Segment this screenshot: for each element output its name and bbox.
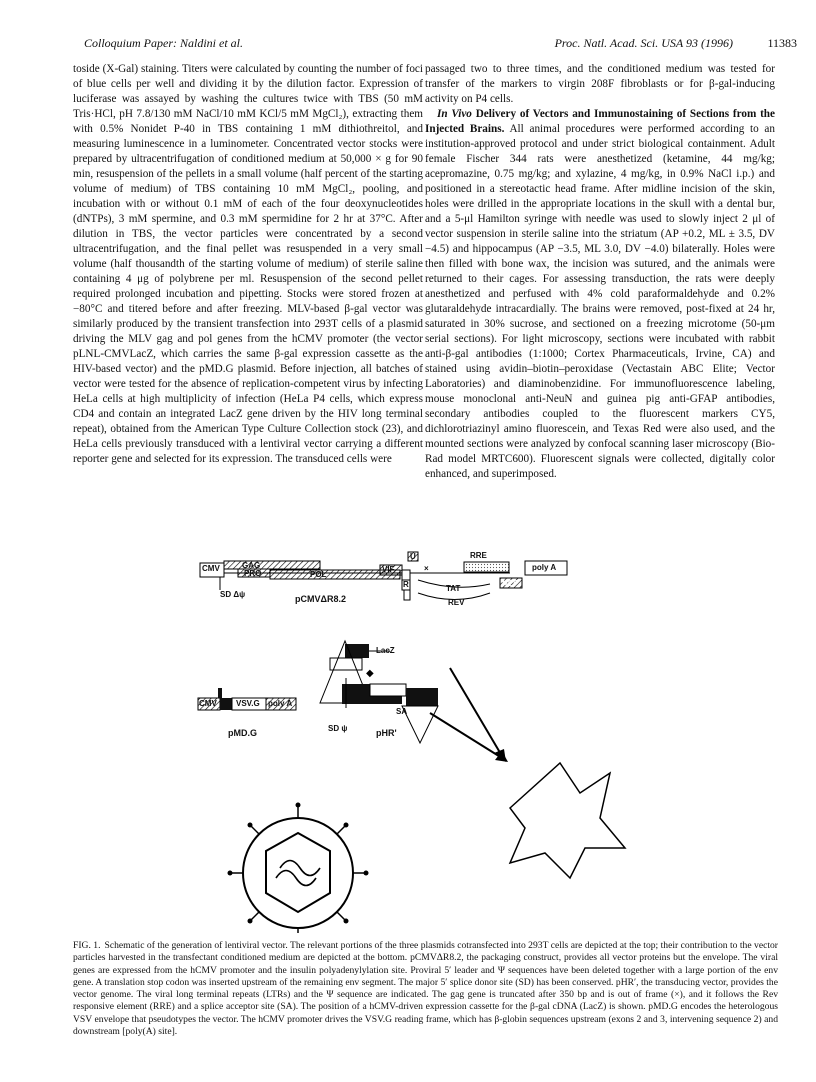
label-r: R (403, 580, 409, 589)
label-plasmid-pmdg: pMD.G (228, 728, 257, 738)
caption-text: Schematic of the generation of lentiviral vector. The relevant portions of the three plasmids cotransfected into 293T cells are depicted at the top; their contribution to the vector particles harvested in the transfectant conditioned medium are depicted at the bottom. pCMVΔR8.2, the packaging construct, provides all vector proteins but the envelope. The viral genes are expressed from the hCMV promoter and the insulin polyadenylylation site. Proviral 5′ leader and Ψ sequences have been deleted together with a large portion of the env gene. A translation stop codon was inserted upstream of the remaining env segment. The major 5′ splice donor site (SD) has been conserved. pHR′, the transducing vector, provides the vector genome. The viral long terminal repeats (LTRs) and the Ψ sequence are indicated. The gag gene is truncated after 350 bp and is out of frame (×), and it follows the Rev responsive element (RRE) and a splice acceptor site (SA). The position of a hCMV-driven expression cassette for the β-gal cDNA (LacZ) is shown. pMD.G encodes the heterologous VSV envelope that pseudotypes the vector. The hCMV promoter drives the VSV.G reading frame, which has β-globin sequences upstream (exons 2 and 3, intervening sequence 2) and downstream [poly(A) site]. (73, 940, 779, 1038)
label-plasmid-pcmvr82: pCMVΔR8.2 (295, 594, 346, 604)
label-cmv: CMV (202, 564, 220, 573)
label-sa: SA (396, 707, 408, 716)
body-paragraph: toside (X-Gal) staining. Titers were calculated by counting the number of foci of blue cells per well and dividing it by the dilution factor. Expression of luciferase was assayed by washing the cultures twice with TBS (50 mM Tris·HCl, pH 7.8/130 mM NaCl/10 mM KCl/5 mM MgCl₂), extracting them with 0.5% Nonidet P-40 in TBS containing 1 mM dithiothreitol, and measuring luminescence in a luminometer. Concentrated vector stocks were prepared by ultracentrifugation of conditioned medium at 50,000 × g for 90 min, resuspension of the pellets in a small volume (half percent of the starting volume of medium) of TBS containing 10 mM MgCl₂, pooling, and incubation with or without 0.1 mM of each of the four deoxynucleotides (dNTPs), 3 mM spermine, and 0.3 mM spermidine for 2 hr at 37°C. After dilution in TBS, the vector particles were concentrated by a second ultracentrifugation, and the final pellet was resuspended in a very small volume (half thousandth of the starting volume of medium) of sterile saline containing 4 μg of polybrene per ml. Resuspension of the second pellet required prolonged incubation and pipetting. Stocks were stored frozen at −80°C and titered before and after freezing. MLV-based β-gal vector was similarly produced by the transient transfection into 293T cells of a plasmid driving the MLV gag and pol genes from the hCMV promoter (the vector pLNL-CMVLacZ, which carries the same β-gal expression cassette as the HIV-based vector) and the pMD.G plasmid. Before injection, all batches of vector were tested for the absence of replication-competent virus by infecting HeLa cells at high multiplicity of infection (HeLa P4 cells, which express CD4 and contain an integrated LacZ gene driven by the HIV long terminal repeat), obtained from the American Type Culture Collection stock (23), and HeLa cells previously transduced with a lentiviral vector carrying a different reporter gene and selected for its expression. The transduced cells were (73, 63, 423, 465)
label-tat: TAT (446, 584, 461, 593)
label-cmv-2: CMV (199, 699, 217, 708)
left-column (73, 62, 423, 467)
running-header (84, 36, 797, 54)
figure-schematic (180, 548, 640, 933)
figure-number: FIG. 1. (73, 940, 101, 951)
label-sd-psi: SD Δψ (220, 590, 246, 599)
section-body: All animal procedures were performed according to an institution-approved protocol and under strict biological containment. Adult female Fischer 344 rats were anesthetized (ketamine, 44 mg/kg; acepromazine, 0.75 mg/kg; and xylazine, 4 mg/kg, in 0.9% NaCl i.p.) and positioned in a stereotactic head frame. After midline incision of the skin, holes were drilled in the appropriate locations in the skull with a dental bur, and a 5-μl Hamilton syringe with needle was used to slowly inject 2 μl of vector suspension in sterile saline into the striatum (AP +0.2, ML ± 3.5, DV −4.5) and hippocampus (AP −3.5, ML 3.0, DV −4.0) bilaterally. Holes were then filled with bone wax, the incision was sutured, and the animals were returned to their cages. For assessing transduction, the rats were deeply anesthetized and perfused with 4% cold paraformaldehyde and 0.2% glutaraldehyde intracardially. The brains were removed, post-fixed at 24 hr, saturated in 30% sucrose, and sectioned on a freezing microtome (50-μm serial sections). For light microscopy, sections were incubated with rabbit anti-β-gal antibodies (1:1000; Cortex Pharmaceuticals, Irvine, CA) and stained using avidin–biotin–peroxidase (Vectastain ABC Elite; Vector Laboratories) and diaminobenzidine. For immunofluorescence labeling, mouse monoclonal anti-NeuN and guinea pig anti-GFAP antibodies, secondary antibodies coupled to the fluorescent markers CY5, dichlorotriazinyl amino fluorescein, and Texas Red were also used, and the mounted sections were analyzed by confocal scanning laser microscopy (Bio-Rad model MRTC600). Fluorescent signals were collected, digitally color enhanced, and superimposed. (425, 123, 775, 480)
label-x: × (424, 564, 429, 573)
label-vif: VIF (382, 565, 395, 574)
section-paragraph (425, 107, 775, 482)
svg-text:◆: ◆ (366, 668, 374, 679)
journal-citation: Proc. Natl. Acad. Sci. USA 93 (1996) (554, 36, 733, 50)
label-polya: poly A (532, 563, 557, 572)
label-polya-2: poly A (268, 699, 293, 708)
label-plasmid-phr: pHR' (376, 728, 397, 738)
label-nef: NEF (502, 579, 518, 588)
figure-caption (73, 940, 778, 1038)
label-pro: PRO (244, 569, 262, 578)
arrows (430, 668, 508, 762)
label-lacz: LacZ (376, 646, 395, 655)
header-left: Colloquium Paper: Naldini et al. (84, 36, 243, 50)
label-rev: REV (448, 598, 465, 607)
label-sd-psi-2: SD ψ (328, 724, 348, 733)
body-paragraph: passaged two to three times, and the conditioned medium was tested for transfer of the markers to virgin 208F fibroblasts or for β-gal-inducing activity on P4 cells. (425, 63, 775, 105)
section-title-italic: In Vivo (437, 108, 472, 120)
virion (228, 803, 369, 934)
label-rre: RRE (470, 551, 487, 560)
figure-1 (180, 548, 640, 933)
target-cell (510, 763, 625, 878)
label-u: U (410, 552, 416, 561)
label-gag: GAG (242, 561, 261, 570)
label-pol: POL (310, 570, 327, 579)
page-number: 11383 (767, 36, 797, 50)
right-column (425, 62, 775, 482)
label-vsvg: VSV.G (236, 699, 260, 708)
section-title-rest: Delivery of Vectors and Immunostaining of Sections from the Injected Brains. (425, 108, 775, 135)
